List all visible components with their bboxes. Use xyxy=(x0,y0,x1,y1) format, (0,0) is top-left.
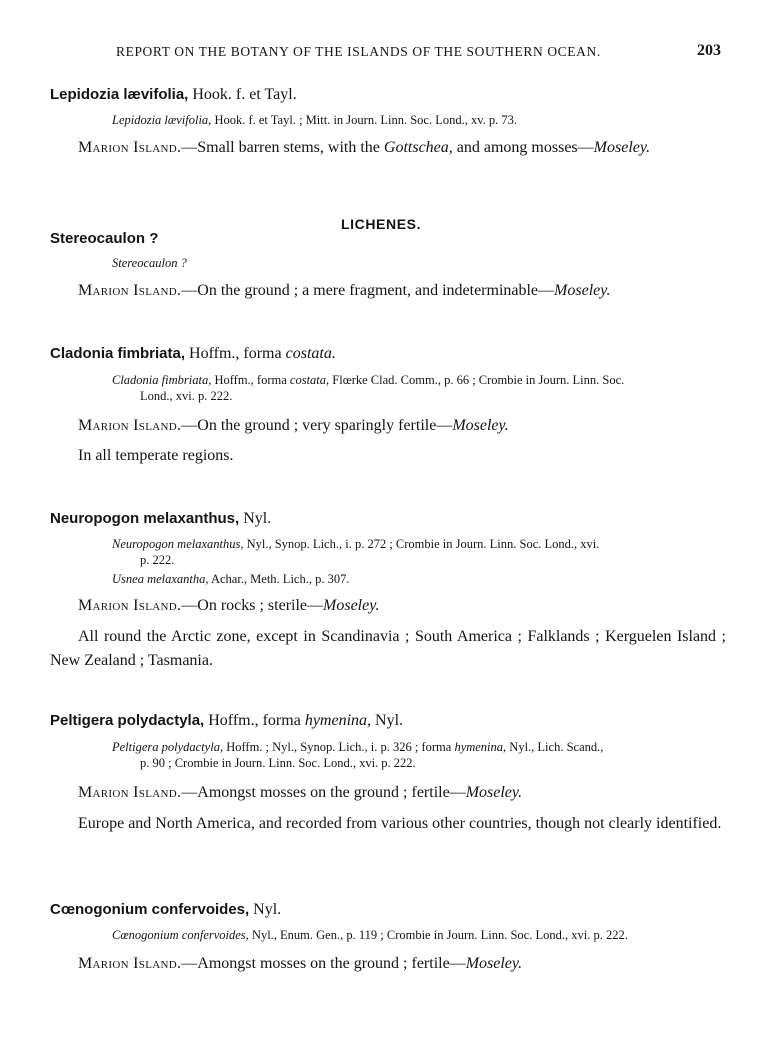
locality-line xyxy=(78,139,650,157)
species-heading xyxy=(50,345,336,363)
species-forma: costata. xyxy=(285,345,336,362)
species-name: Cœnogonium confervoides, xyxy=(50,901,250,918)
species-heading xyxy=(50,510,271,528)
locality-text: —Small barren stems, with the xyxy=(181,139,384,156)
synonym-name: Peltigera polydactyla, xyxy=(112,740,224,754)
species-heading xyxy=(50,712,403,730)
synonym-line xyxy=(112,113,517,128)
synonym-forma: costata, xyxy=(289,373,330,387)
locality-text: —Amongst mosses on the ground ; fertile— xyxy=(181,784,466,801)
species-authority: Nyl. xyxy=(243,510,272,527)
species-name: Lepidozia lævifolia, xyxy=(50,86,189,103)
synonym-name: Cœnogonium confervoides, xyxy=(112,928,249,942)
synonym-citation: Nyl., Synop. Lich., i. p. 272 ; Crombie in Journ. Linn. Soc. Lond., xvi. xyxy=(246,537,600,551)
collector: Moseley. xyxy=(323,597,380,614)
synonym-block xyxy=(112,372,726,404)
locality-line xyxy=(78,597,379,615)
page-number: 203 xyxy=(697,42,721,59)
synonym-continuation: p. 222. xyxy=(140,553,175,567)
synonym-line xyxy=(112,928,628,943)
synonym-continuation: p. 90 ; Crombie in Journ. Linn. Soc. Lond., xvi. p. 222. xyxy=(140,756,416,770)
locality-label: Marion Island. xyxy=(78,597,182,614)
synonym-pre: Hoffm., forma xyxy=(214,373,287,387)
synonym-name: Stereocaulon ? xyxy=(112,256,187,270)
species-authority: Hook. f. et Tayl. xyxy=(192,86,297,103)
section-title: LICHENES. xyxy=(341,216,422,232)
species-forma: hymenina, xyxy=(304,712,372,729)
synonym-block xyxy=(112,739,726,771)
locality-text: —On the ground ; very sparingly fertile— xyxy=(181,417,453,434)
synonym-citation: Nyl., Enum. Gen., p. 119 ; Crombie in Journ. Linn. Soc. Lond., xvi. p. 222. xyxy=(251,928,628,942)
locality-line xyxy=(78,417,509,435)
locality-italic: Gottschea, xyxy=(383,139,453,156)
species-name: Stereocaulon ? xyxy=(50,230,159,247)
synonym-forma: hymenina, xyxy=(454,740,507,754)
species-authority: Hoffm., forma xyxy=(208,712,301,729)
locality-label: Marion Island. xyxy=(78,417,182,434)
synonym-name: Neuropogon melaxanthus, xyxy=(112,537,244,551)
locality-line xyxy=(78,784,522,802)
species-name: Cladonia fimbriata, xyxy=(50,345,186,362)
locality-text: —On the ground ; a mere fragment, and indeterminable— xyxy=(181,282,555,299)
distribution-text: All round the Arctic zone, except in Scandinavia ; South America ; Falklands ; Kerguelen Island ; New Zealand ; Tasmania. xyxy=(50,628,726,669)
synonym-citation: Hook. f. et Tayl. ; Mitt. in Journ. Linn. Soc. Lond., xv. p. 73. xyxy=(214,113,518,127)
collector: Moseley. xyxy=(465,955,523,972)
locality-label: Marion Island. xyxy=(78,139,182,156)
species-heading xyxy=(50,901,281,919)
synonym-name: Usnea melaxantha, xyxy=(112,572,209,586)
locality-text: —On rocks ; sterile— xyxy=(181,597,324,614)
synonym-name: Cladonia fimbriata, xyxy=(112,373,212,387)
species-heading xyxy=(50,86,297,104)
locality-text: —Amongst mosses on the ground ; fertile— xyxy=(181,955,466,972)
locality-label: Marion Island. xyxy=(78,955,182,972)
locality-label: Marion Island. xyxy=(78,282,182,299)
running-head: REPORT ON THE BOTANY OF THE ISLANDS OF THE SOUTHERN OCEAN. xyxy=(116,44,601,59)
locality-line xyxy=(78,282,610,300)
species-name: Neuropogon melaxanthus, xyxy=(50,510,240,527)
synonym-citation: Flœrke Clad. Comm., p. 66 ; Crombie in Journ. Linn. Soc. xyxy=(332,373,625,387)
species-authority-after: Nyl. xyxy=(375,712,404,729)
distribution-text: Europe and North America, and recorded from various other countries, though not clearly identified. xyxy=(78,815,722,832)
collector: Moseley. xyxy=(452,417,509,434)
distribution-text: In all temperate regions. xyxy=(78,447,234,464)
synonym-continuation: Lond., xvi. p. 222. xyxy=(140,389,233,403)
locality-label: Marion Island. xyxy=(78,784,182,801)
synonym-line xyxy=(112,572,349,587)
synonym-citation: Achar., Meth. Lich., p. 307. xyxy=(210,572,350,586)
species-authority: Hoffm., forma xyxy=(189,345,282,362)
synonym-pre: Hoffm. ; Nyl., Synop. Lich., i. p. 326 ; forma xyxy=(226,740,452,754)
synonym-block xyxy=(112,536,726,568)
locality-after: and among mosses— xyxy=(452,139,594,156)
collector: Moseley. xyxy=(465,784,523,801)
locality-line xyxy=(78,955,522,973)
species-name: Peltigera polydactyla, xyxy=(50,712,205,729)
species-authority: Nyl. xyxy=(253,901,282,918)
species-heading xyxy=(50,230,158,248)
synonym-name: Lepidozia lævifolia, xyxy=(112,113,212,127)
collector: Moseley. xyxy=(554,282,611,299)
synonym-line xyxy=(112,256,187,271)
synonym-citation: Nyl., Lich. Scand., xyxy=(509,740,604,754)
collector: Moseley. xyxy=(593,139,651,156)
